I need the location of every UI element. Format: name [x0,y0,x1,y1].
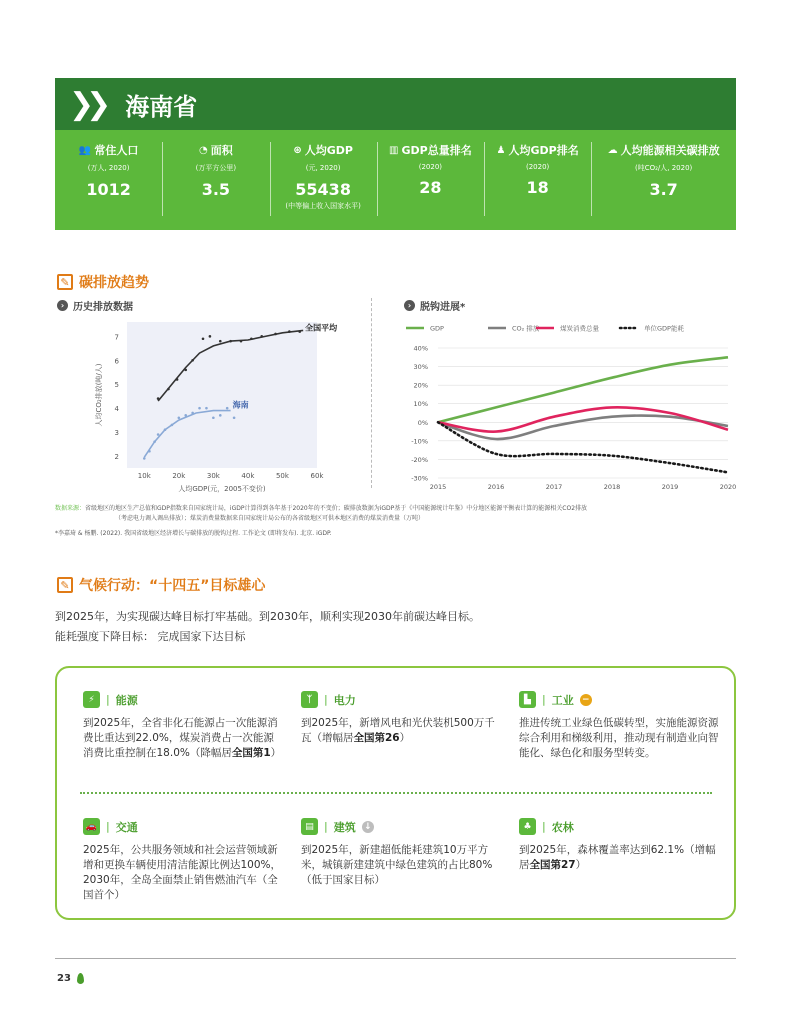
action-building: ▤ | 建筑 ↓ 到2025年，新建超低能耗建筑10万平方米，城镇新建建筑中绿色建筑的占比80%（低于国家目标） [301,820,493,886]
action-agri-forestry: ♣ | 农林 到2025年，森林覆盖率达到62.1%（增幅居全国第27） [519,820,716,871]
y-tick-label: 40% [413,344,428,353]
x-tick-label: 20k [172,472,186,480]
data-point [184,414,187,417]
data-point [157,433,160,436]
y-axis-label: 人均CO₂排放(吨/人) [95,363,103,427]
data-point [209,335,212,338]
y-tick-label: 5 [114,381,119,390]
x-tick-label: 40k [241,472,255,480]
intro-line-2: 能耗强度下降目标： 完成国家下达目标 [55,630,246,643]
data-point [164,428,167,431]
action-power: ᛉ | 电力 到2025年，新增风电和光伏装机500万千瓦（增幅居全国第26） [301,693,495,744]
legend-label: CO₂ 排放 [512,324,540,333]
data-point [212,416,215,419]
pie-icon: ◔ [199,144,208,156]
chart-divider [371,298,372,488]
x-tick-label: 2017 [545,483,563,491]
page-number: 23 [57,973,84,984]
section-emission-trend: ✎ 碳排放趋势 [57,272,149,292]
footer-rule [55,958,736,959]
data-point [191,412,194,415]
x-tick-label: 2018 [603,483,621,491]
y-tick-label: -10% [411,437,428,446]
x-tick-label: 10k [137,472,151,480]
y-tick-label: 6 [114,357,119,366]
y-tick-label: 4 [114,405,119,414]
data-point [288,330,291,333]
y-tick-label: 7 [114,333,119,342]
coin-icon: ⊛ [293,144,302,156]
section-climate-action: ✎ 气候行动：“十四五”目标雄心 [57,575,265,595]
series-line [438,416,728,439]
action-industry: ▙ | 工业 − 推进传统工业绿色低碳转型，实施能源资源综合利用和梯级利用，推动现有制造业向智能化、绿色化和服务型转变。 [519,693,719,759]
chevron-right-icon: › [404,300,415,311]
double-chevron-icon: ❯❯ [69,86,104,122]
series-label: 全国平均 [305,323,338,333]
data-point [176,378,179,381]
data-point [233,416,236,419]
x-tick-label: 30k [206,472,220,480]
data-point [229,340,232,343]
data-point [178,416,181,419]
bar-chart-icon: ▥ [389,144,399,156]
right-chart-heading: › 脱钩进展* [404,298,465,313]
stat-carbon-per-capita: ☁ 人均能源相关碳排放 (吨CO₂/人, 2020) 3.7 [591,130,736,230]
x-tick-label: 2016 [487,483,505,491]
x-tick-label: 60k [310,472,324,480]
data-point [202,337,205,340]
legend-label: 单位GDP能耗 [644,324,684,333]
power-plant-icon: ⚡ [83,691,100,708]
data-point [153,440,156,443]
y-tick-label: 10% [413,400,428,409]
y-tick-label: 3 [114,429,119,438]
y-tick-label: 20% [413,381,428,390]
data-point [219,414,222,417]
stat-gdp-per-capita: ⊛ 人均GDP (元, 2020) 55438 (中等偏上收入国家水平) [270,130,377,230]
y-tick-label: -20% [411,455,428,464]
data-point [240,340,243,343]
series-line [438,357,728,422]
action-energy: ⚡ | 能源 到2025年，全省非化石能源占一次能源消费比重达到22.0%，煤炭消费占一次能源消费比重控制在18.0%（降幅居全国第1） [83,693,282,759]
province-header [55,78,736,130]
pylon-icon: ᛉ [301,691,318,708]
action-transport: 🚗 | 交通 2025年，公共服务领域和社会运营领域新增和更换车辆使用清洁能源比例达100%，2030年，全岛全面禁止销售燃油汽车（全国首个） [83,820,282,901]
chevron-right-icon: › [57,300,68,311]
x-tick-label: 2019 [661,483,679,491]
data-point [143,457,146,460]
dotted-divider [80,792,712,794]
data-point [298,330,301,333]
stat-area: ◔ 面积 (万平方公里) 3.5 [162,130,269,230]
legend-label: GDP [430,324,444,333]
data-point [274,333,277,336]
car-icon: 🚗 [83,818,100,835]
source-note: 数据来源：省级地区的地区生产总值和GDP指数来自国家统计局，iGDP计算得到各年基于2020年的不变价；碳排放数据为iGDP基于《中国能源统计年鉴》中分地区能源平衡表计算的能源相关CO2排放 （考虑电力调入调出排放）；煤炭消费量数据来自国家统计局公布的各省级地区可供本地区消费的煤炭消费量（万吨） [55,505,588,522]
building-icon: ▤ [301,818,318,835]
co2-cloud-icon: ☁ [607,144,618,156]
citation: *李嘉琦 & 杨鹏. (2022). 我国省级地区经济增长与碳排放的脱钩过程. 工作论文 (即将发布). 北京. iGDP. [55,530,332,537]
x-tick-label: 50k [275,472,289,480]
legend-label: 煤炭消费总量 [560,324,599,333]
series-label: 海南 [232,400,249,410]
province-title: 海南省 [125,92,198,121]
history-scatter-chart [80,318,350,503]
y-tick-label: 0% [417,418,428,427]
tree-icon: ♣ [519,818,536,835]
data-point [260,335,263,338]
minus-badge-icon: − [580,694,592,706]
edit-icon: ✎ [57,577,73,593]
data-point [191,359,194,362]
stat-population: 👥 常住人口 (万人, 2020) 1012 [78,144,139,199]
y-tick-label: 30% [413,363,428,372]
data-point [219,340,222,343]
decoupling-line-chart [400,318,740,496]
stat-gdp-per-capita-rank: ♟ 人均GDP排名 (2020) 18 [484,130,591,230]
x-tick-label: 2015 [429,483,447,491]
person-rank-icon: ♟ [496,144,506,156]
data-point [184,369,187,372]
data-point [205,407,208,410]
data-point [148,450,151,453]
y-tick-label: 2 [114,453,119,462]
data-point [167,388,170,391]
edit-icon: ✎ [57,274,73,290]
leaf-icon [77,973,84,984]
y-tick-label: -30% [411,474,428,483]
down-badge-icon: ↓ [362,821,374,833]
data-point [157,397,160,400]
data-point [198,407,201,410]
stat-gdp-rank: ▥ GDP总量排名 (2020) 28 [377,130,484,230]
people-icon: 👥 [78,144,92,156]
data-point [250,337,253,340]
data-point [171,424,174,427]
factory-icon: ▙ [519,691,536,708]
x-axis-label: 人均GDP(元，2005不变价) [178,485,266,493]
stats-bar [55,130,736,230]
intro-line-1: 到2025年，为实现碳达峰目标打牢基础。到2030年，顺利实现2030年前碳达峰目标。 [55,610,480,623]
data-point [226,407,229,410]
left-chart-heading: › 历史排放数据 [57,298,133,313]
x-tick-label: 2020 [719,483,737,491]
